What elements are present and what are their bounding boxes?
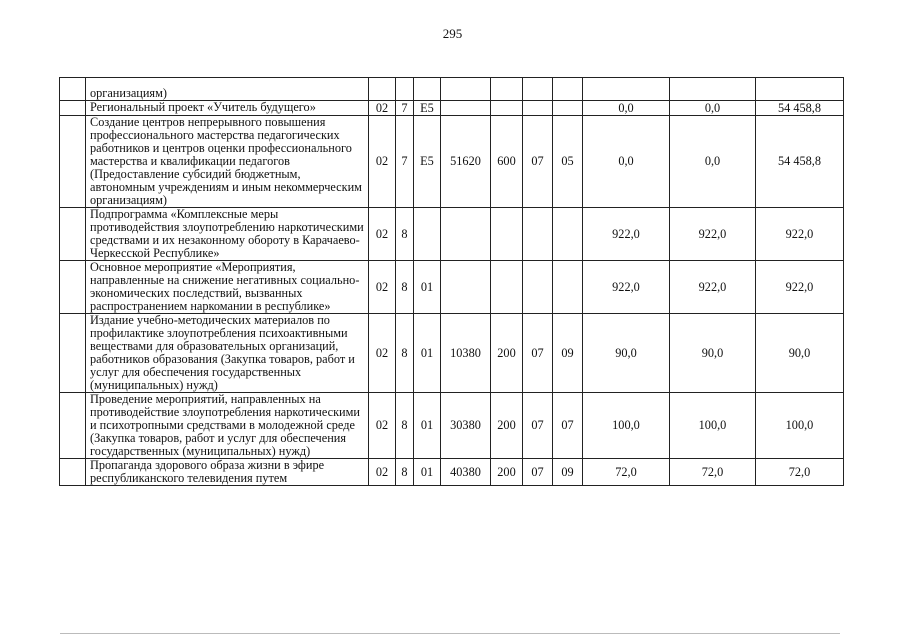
code-event: 01 [414,261,441,314]
table-row [60,116,844,208]
row-margin-cell [60,261,86,314]
code-direction: 30380 [441,393,491,459]
code-event: 01 [414,459,441,486]
code-subdivision [553,78,583,101]
code-direction: 10380 [441,314,491,393]
amount-year-3: 72,0 [756,459,844,486]
code-expense-type [491,261,523,314]
code-direction [441,101,491,116]
code-expense-type: 200 [491,314,523,393]
code-section: 02 [369,261,396,314]
code-event: 01 [414,314,441,393]
row-name: Основное мероприятие «Мероприятия, направленные на снижение негативных социально-экономических последствий, вызванных распространением наркомании в республике» [86,261,369,314]
code-section [369,78,396,101]
row-margin-cell [60,101,86,116]
amount-year-1: 0,0 [583,101,670,116]
code-division [523,208,553,261]
code-expense-type [491,208,523,261]
code-direction: 40380 [441,459,491,486]
code-subdivision [553,101,583,116]
row-margin-cell [60,314,86,393]
amount-year-3: 90,0 [756,314,844,393]
code-subdivision: 05 [553,116,583,208]
code-expense-type [491,78,523,101]
code-subdivision: 07 [553,393,583,459]
code-subprogram: 8 [396,459,414,486]
amount-year-2: 0,0 [670,101,756,116]
table-row [60,208,844,261]
code-subprogram: 7 [396,101,414,116]
code-subprogram: 8 [396,261,414,314]
amount-year-1 [583,78,670,101]
code-division [523,261,553,314]
code-division: 07 [523,116,553,208]
code-subprogram: 8 [396,314,414,393]
code-division: 07 [523,393,553,459]
amount-year-2 [670,78,756,101]
row-name: Подпрограмма «Комплексные меры противодействия злоупотреблению наркотическими средствами и их незаконному обороту в Карачаево-Черкесской Республике» [86,208,369,261]
row-name: Региональный проект «Учитель будущего» [86,101,369,116]
code-division [523,78,553,101]
amount-year-2: 90,0 [670,314,756,393]
code-expense-type: 200 [491,459,523,486]
code-subprogram [396,78,414,101]
code-division: 07 [523,314,553,393]
code-subprogram: 8 [396,393,414,459]
code-subdivision [553,261,583,314]
amount-year-2: 100,0 [670,393,756,459]
amount-year-2: 0,0 [670,116,756,208]
amount-year-3: 922,0 [756,208,844,261]
row-name: организациям) [86,78,369,101]
code-subdivision [553,208,583,261]
code-subprogram: 7 [396,116,414,208]
code-event: E5 [414,101,441,116]
row-margin-cell [60,208,86,261]
amount-year-3 [756,78,844,101]
code-event [414,208,441,261]
table-row [60,261,844,314]
amount-year-1: 90,0 [583,314,670,393]
code-subdivision: 09 [553,459,583,486]
code-expense-type: 600 [491,116,523,208]
budget-table [59,77,844,486]
amount-year-1: 0,0 [583,116,670,208]
amount-year-1: 922,0 [583,208,670,261]
amount-year-2: 72,0 [670,459,756,486]
amount-year-1: 922,0 [583,261,670,314]
code-direction [441,78,491,101]
row-margin-cell [60,459,86,486]
row-margin-cell [60,393,86,459]
code-event: 01 [414,393,441,459]
table-row [60,78,844,101]
code-expense-type: 200 [491,393,523,459]
code-subdivision: 09 [553,314,583,393]
code-direction [441,261,491,314]
bottom-divider [60,633,840,634]
amount-year-3: 100,0 [756,393,844,459]
row-name: Проведение мероприятий, направленных на противодействие злоупотребления наркотическими и психотропными средствами в молодежной среде (Закупка товаров, работ и услуг для обеспечения государственных (муниципальных) нужд) [86,393,369,459]
code-event: E5 [414,116,441,208]
amount-year-3: 54 458,8 [756,101,844,116]
amount-year-1: 100,0 [583,393,670,459]
row-name: Пропаганда здорового образа жизни в эфире республиканского телевидения путем [86,459,369,486]
code-event [414,78,441,101]
amount-year-3: 922,0 [756,261,844,314]
code-section: 02 [369,459,396,486]
code-section: 02 [369,314,396,393]
code-division: 07 [523,459,553,486]
table-row [60,459,844,486]
page-number: 295 [442,26,463,41]
row-margin-cell [60,116,86,208]
table-row [60,314,844,393]
row-name: Создание центров непрерывного повышения профессионального мастерства педагогических работников и центров оценки профессионального мастерства и квалификации педагогов (Предоставление субсидий бюджетным, автономным учреждениям и иным некоммерческим организациям) [86,116,369,208]
code-direction: 51620 [441,116,491,208]
table-row [60,101,844,116]
code-division [523,101,553,116]
row-name: Издание учебно-методических материалов по профилактике злоупотребления психоактивными веществами для образовательных организаций, работников образования (Закупка товаров, работ и услуг для обеспечения государственных (муниципальных) нужд) [86,314,369,393]
code-section: 02 [369,393,396,459]
amount-year-3: 54 458,8 [756,116,844,208]
row-margin-cell [60,78,86,101]
code-section: 02 [369,116,396,208]
amount-year-2: 922,0 [670,208,756,261]
amount-year-1: 72,0 [583,459,670,486]
code-section: 02 [369,101,396,116]
amount-year-2: 922,0 [670,261,756,314]
code-section: 02 [369,208,396,261]
code-subprogram: 8 [396,208,414,261]
code-direction [441,208,491,261]
table-row [60,393,844,459]
code-expense-type [491,101,523,116]
